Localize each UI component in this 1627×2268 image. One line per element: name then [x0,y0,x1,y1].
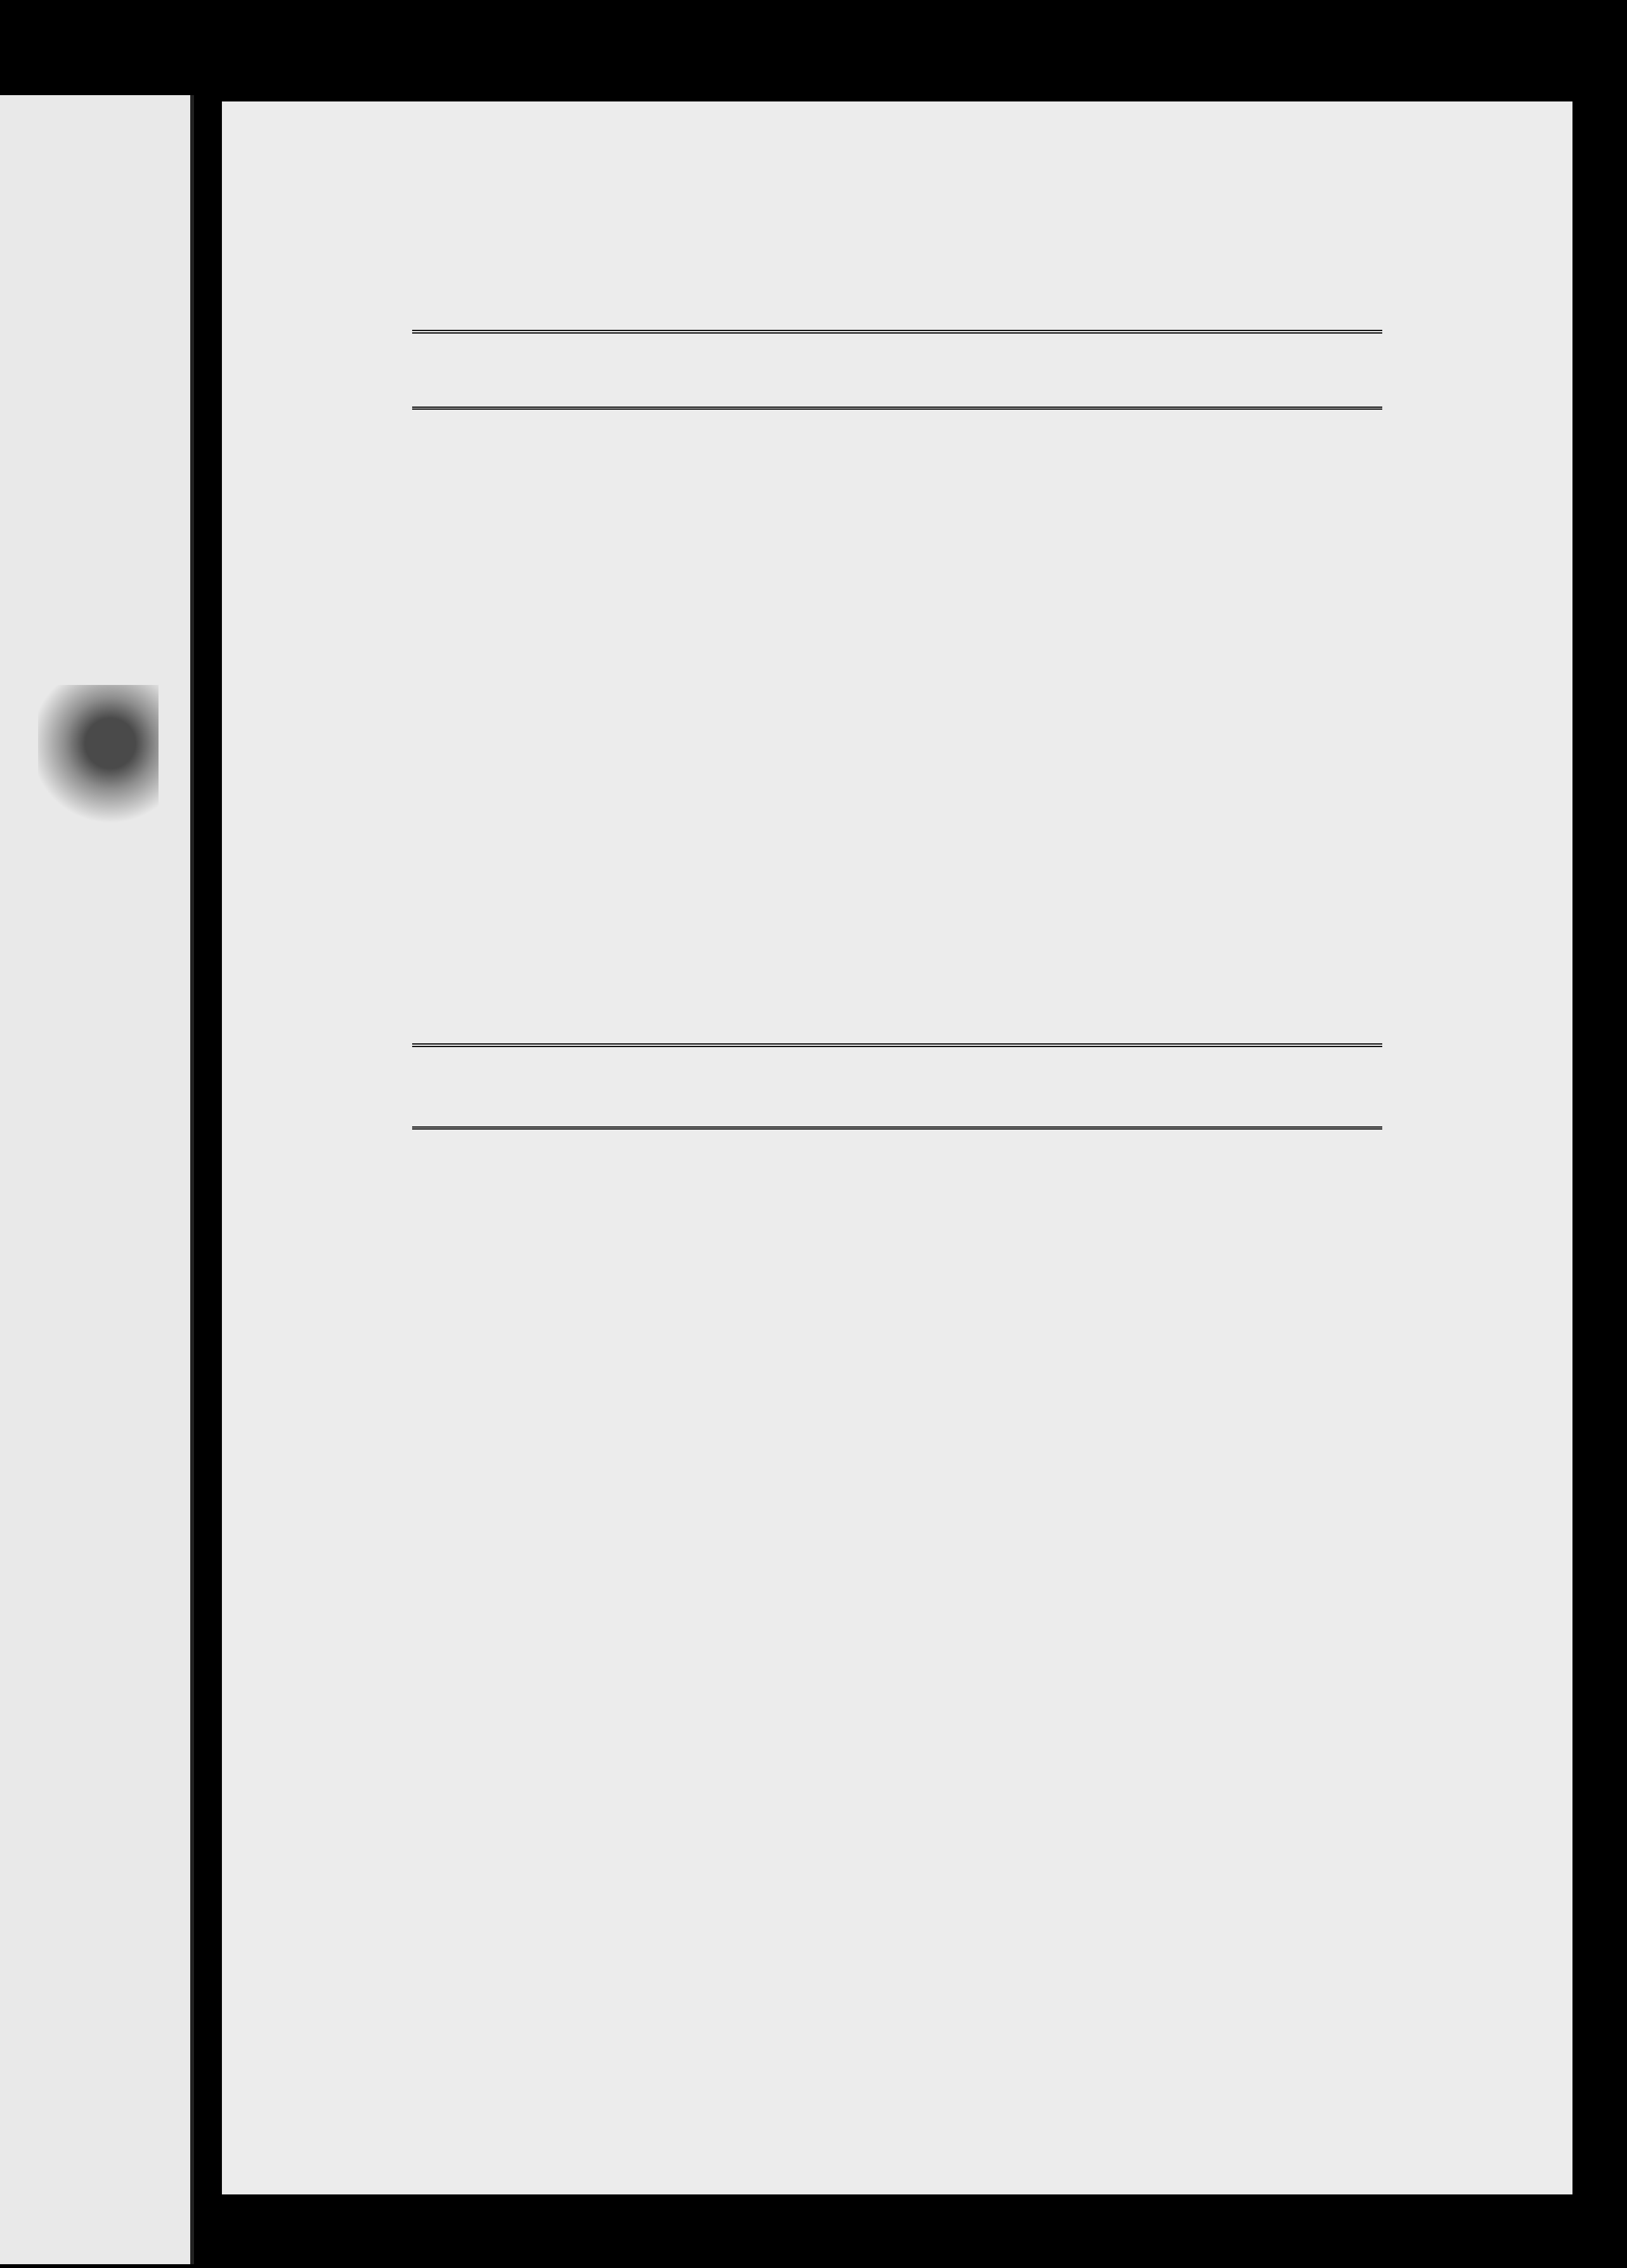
document-page [222,101,1572,2194]
column-header-4 [412,330,1382,410]
column-header-5 [412,1043,1382,1130]
ink-blot [38,685,159,831]
facing-page [0,95,194,2264]
